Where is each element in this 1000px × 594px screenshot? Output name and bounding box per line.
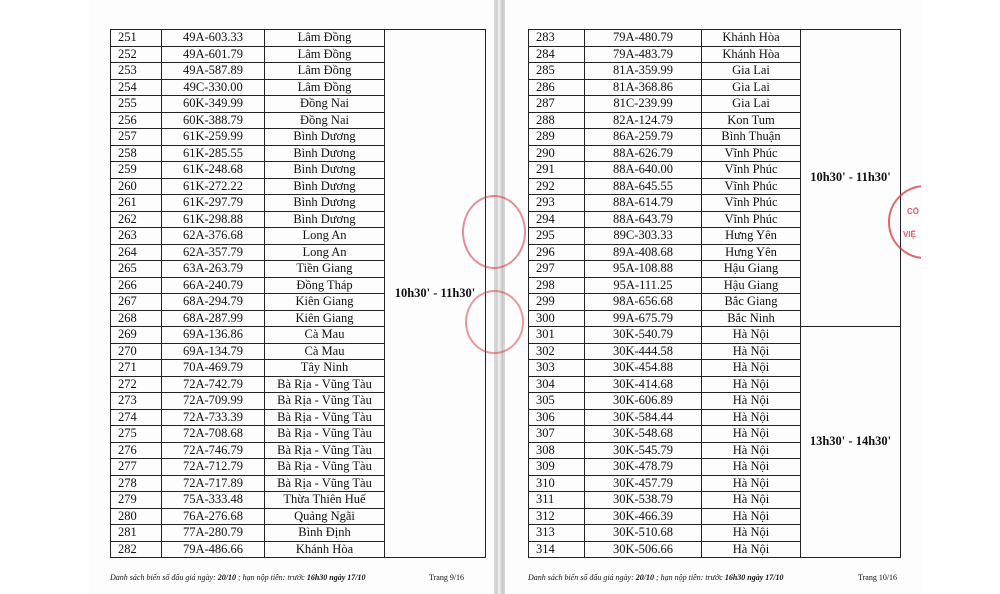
row-number: 306 [529, 409, 585, 426]
table-row [529, 30, 901, 47]
province-name: Hưng Yên [702, 244, 801, 261]
plate-number: 98A-656.68 [585, 294, 702, 311]
plate-number: 70A-469.79 [162, 360, 265, 377]
row-number: 291 [529, 162, 585, 179]
plate-number: 30K-540.79 [585, 327, 702, 344]
row-number: 282 [111, 541, 162, 558]
province-name: Bà Rịa - Vũng Tàu [265, 393, 385, 410]
red-seal-stamp-partial [462, 195, 526, 269]
footer-deadline-time: 16h30 [724, 573, 746, 582]
province-name: Khánh Hòa [702, 46, 801, 63]
plate-number: 79A-480.79 [585, 30, 702, 47]
province-name: Đồng Nai [265, 112, 385, 129]
province-name: Gia Lai [702, 96, 801, 113]
plate-number: 30K-478.79 [585, 459, 702, 476]
province-name: Hà Nội [702, 442, 801, 459]
row-number: 310 [529, 475, 585, 492]
province-name: Bình Thuận [702, 129, 801, 146]
row-number: 261 [111, 195, 162, 212]
province-name: Hà Nội [702, 327, 801, 344]
province-name: Long An [265, 244, 385, 261]
plate-number: 88A-614.79 [585, 195, 702, 212]
province-name: Bà Rịa - Vũng Tàu [265, 409, 385, 426]
plate-number: 68A-294.79 [162, 294, 265, 311]
province-name: Hà Nội [702, 541, 801, 558]
footer-deadline-day: ngày 17/10 [745, 573, 784, 582]
red-seal-stamp-partial [465, 290, 524, 354]
time-slot-cell: 13h30' - 14h30' [801, 327, 901, 558]
province-name: Thừa Thiên Huế [265, 492, 385, 509]
province-name: Vĩnh Phúc [702, 195, 801, 212]
plate-number: 49A-587.89 [162, 63, 265, 80]
province-name: Long An [265, 228, 385, 245]
plate-number: 68A-287.99 [162, 310, 265, 327]
row-number: 270 [111, 343, 162, 360]
plate-number: 49C-330.00 [162, 79, 265, 96]
province-name: Vĩnh Phúc [702, 162, 801, 179]
province-name: Bình Dương [265, 178, 385, 195]
row-number: 305 [529, 393, 585, 410]
plate-number: 72A-742.79 [162, 376, 265, 393]
plate-number: 81C-239.99 [585, 96, 702, 113]
province-name: Hà Nội [702, 492, 801, 509]
row-number: 272 [111, 376, 162, 393]
plate-number: 62A-376.68 [162, 228, 265, 245]
province-name: Hà Nội [702, 475, 801, 492]
row-number: 259 [111, 162, 162, 179]
row-number: 285 [529, 63, 585, 80]
row-number: 309 [529, 459, 585, 476]
row-number: 283 [529, 30, 585, 47]
footer-note [528, 573, 784, 582]
row-number: 313 [529, 525, 585, 542]
row-number: 273 [111, 393, 162, 410]
plate-number: 60K-388.79 [162, 112, 265, 129]
page-number: Trang 10/16 [858, 573, 898, 582]
plate-number: 72A-712.79 [162, 459, 265, 476]
time-slot-cell: 10h30' - 11h30' [801, 30, 901, 327]
province-name: Bắc Ninh [702, 310, 801, 327]
province-name: Cà Mau [265, 327, 385, 344]
footer-prefix: Danh sách biển số đấu giá ngày: [110, 573, 218, 582]
province-name: Lâm Đồng [265, 30, 385, 47]
province-name: Tiền Giang [265, 261, 385, 278]
footer-prefix: Danh sách biển số đấu giá ngày: [528, 573, 636, 582]
row-number: 304 [529, 376, 585, 393]
row-number: 287 [529, 96, 585, 113]
province-name: Hà Nội [702, 426, 801, 443]
table-row [529, 327, 901, 344]
province-name: Bà Rịa - Vũng Tàu [265, 459, 385, 476]
plate-number: 88A-645.55 [585, 178, 702, 195]
province-name: Hà Nội [702, 376, 801, 393]
table-row [111, 30, 486, 47]
province-name: Đồng Tháp [265, 277, 385, 294]
row-number: 269 [111, 327, 162, 344]
row-number: 290 [529, 145, 585, 162]
row-number: 265 [111, 261, 162, 278]
row-number: 271 [111, 360, 162, 377]
plate-number: 30K-466.39 [585, 508, 702, 525]
province-name: Lâm Đồng [265, 63, 385, 80]
province-name: Kiên Giang [265, 310, 385, 327]
left-page [90, 0, 496, 594]
province-name: Hưng Yên [702, 228, 801, 245]
province-name: Hậu Giang [702, 277, 801, 294]
row-number: 289 [529, 129, 585, 146]
province-name: Đồng Nai [265, 96, 385, 113]
plate-number: 63A-263.79 [162, 261, 265, 278]
plate-number: 49A-601.79 [162, 46, 265, 63]
plate-number: 62A-357.79 [162, 244, 265, 261]
plate-number: 72A-746.79 [162, 442, 265, 459]
row-number: 253 [111, 63, 162, 80]
plate-number: 30K-548.68 [585, 426, 702, 443]
row-number: 275 [111, 426, 162, 443]
row-number: 252 [111, 46, 162, 63]
right-page [503, 0, 921, 594]
province-name: Hậu Giang [702, 261, 801, 278]
plate-number: 61K-259.99 [162, 129, 265, 146]
row-number: 284 [529, 46, 585, 63]
province-name: Bình Định [265, 525, 385, 542]
province-name: Khánh Hòa [702, 30, 801, 47]
province-name: Cà Mau [265, 343, 385, 360]
row-number: 276 [111, 442, 162, 459]
plate-number: 72A-708.68 [162, 426, 265, 443]
province-name: Vĩnh Phúc [702, 211, 801, 228]
row-number: 311 [529, 492, 585, 509]
plate-number: 81A-368.86 [585, 79, 702, 96]
plate-list-table-left [110, 29, 486, 558]
row-number: 257 [111, 129, 162, 146]
plate-number: 30K-506.66 [585, 541, 702, 558]
row-number: 293 [529, 195, 585, 212]
province-name: Bà Rịa - Vũng Tàu [265, 426, 385, 443]
plate-number: 30K-584.44 [585, 409, 702, 426]
row-number: 267 [111, 294, 162, 311]
plate-number: 61K-272.22 [162, 178, 265, 195]
plate-number: 77A-280.79 [162, 525, 265, 542]
province-name: Khánh Hòa [265, 541, 385, 558]
plate-number: 75A-333.48 [162, 492, 265, 509]
row-number: 251 [111, 30, 162, 47]
plate-number: 95A-111.25 [585, 277, 702, 294]
province-name: Lâm Đồng [265, 46, 385, 63]
plate-number: 49A-603.33 [162, 30, 265, 47]
plate-number: 30K-510.68 [585, 525, 702, 542]
plate-number: 72A-709.99 [162, 393, 265, 410]
row-number: 295 [529, 228, 585, 245]
row-number: 280 [111, 508, 162, 525]
province-name: Bắc Giang [702, 294, 801, 311]
province-name: Gia Lai [702, 79, 801, 96]
plate-number: 61K-248.68 [162, 162, 265, 179]
province-name: Hà Nội [702, 343, 801, 360]
row-number: 263 [111, 228, 162, 245]
province-name: Bà Rịa - Vũng Tàu [265, 475, 385, 492]
plate-list-table-right [528, 29, 901, 558]
row-number: 312 [529, 508, 585, 525]
row-number: 258 [111, 145, 162, 162]
footer-auction-date: 20/10 [217, 573, 236, 582]
plate-number: 30K-414.68 [585, 376, 702, 393]
page-number: Trang 9/16 [429, 573, 465, 582]
province-name: Kon Tum [702, 112, 801, 129]
row-number: 292 [529, 178, 585, 195]
plate-number: 89C-303.33 [585, 228, 702, 245]
row-number: 268 [111, 310, 162, 327]
plate-number: 60K-349.99 [162, 96, 265, 113]
row-number: 288 [529, 112, 585, 129]
province-name: Kiên Giang [265, 294, 385, 311]
province-name: Hà Nội [702, 360, 801, 377]
row-number: 297 [529, 261, 585, 278]
plate-number: 30K-444.58 [585, 343, 702, 360]
row-number: 264 [111, 244, 162, 261]
plate-number: 72A-733.39 [162, 409, 265, 426]
seal-text-fragment: VIỆ [903, 230, 916, 239]
row-number: 279 [111, 492, 162, 509]
plate-number: 61K-297.79 [162, 195, 265, 212]
plate-number: 82A-124.79 [585, 112, 702, 129]
row-number: 299 [529, 294, 585, 311]
province-name: Hà Nội [702, 459, 801, 476]
row-number: 296 [529, 244, 585, 261]
time-slot-cell: 10h30' - 11h30' [385, 30, 486, 558]
row-number: 286 [529, 79, 585, 96]
row-number: 302 [529, 343, 585, 360]
plate-number: 88A-643.79 [585, 211, 702, 228]
plate-number: 30K-454.88 [585, 360, 702, 377]
province-name: Vĩnh Phúc [702, 145, 801, 162]
province-name: Bình Dương [265, 195, 385, 212]
province-name: Lâm Đồng [265, 79, 385, 96]
plate-number: 61K-298.88 [162, 211, 265, 228]
plate-number: 66A-240.79 [162, 277, 265, 294]
province-name: Tây Ninh [265, 360, 385, 377]
province-name: Bình Dương [265, 129, 385, 146]
footer-mid: ; hạn nộp tiền: trước [236, 573, 307, 582]
row-number: 314 [529, 541, 585, 558]
row-number: 300 [529, 310, 585, 327]
province-name: Hà Nội [702, 508, 801, 525]
row-number: 307 [529, 426, 585, 443]
footer-deadline-time: 16h30 [306, 573, 328, 582]
row-number: 255 [111, 96, 162, 113]
province-name: Quảng Ngãi [265, 508, 385, 525]
row-number: 260 [111, 178, 162, 195]
province-name: Vĩnh Phúc [702, 178, 801, 195]
plate-number: 86A-259.79 [585, 129, 702, 146]
plate-number: 89A-408.68 [585, 244, 702, 261]
row-number: 274 [111, 409, 162, 426]
province-name: Hà Nội [702, 409, 801, 426]
row-number: 281 [111, 525, 162, 542]
province-name: Gia Lai [702, 63, 801, 80]
plate-number: 79A-486.66 [162, 541, 265, 558]
province-name: Bình Dương [265, 145, 385, 162]
row-number: 277 [111, 459, 162, 476]
province-name: Bình Dương [265, 211, 385, 228]
plate-number: 30K-606.89 [585, 393, 702, 410]
footer-note [110, 573, 366, 582]
row-number: 294 [529, 211, 585, 228]
plate-number: 30K-457.79 [585, 475, 702, 492]
province-name: Bà Rịa - Vũng Tàu [265, 376, 385, 393]
plate-number: 69A-136.86 [162, 327, 265, 344]
plate-number: 69A-134.79 [162, 343, 265, 360]
province-name: Hà Nội [702, 525, 801, 542]
row-number: 256 [111, 112, 162, 129]
province-name: Bình Dương [265, 162, 385, 179]
province-name: Bà Rịa - Vũng Tàu [265, 442, 385, 459]
plate-number: 99A-675.79 [585, 310, 702, 327]
province-name: Hà Nội [702, 393, 801, 410]
plate-number: 30K-538.79 [585, 492, 702, 509]
plate-number: 30K-545.79 [585, 442, 702, 459]
row-number: 262 [111, 211, 162, 228]
row-number: 308 [529, 442, 585, 459]
row-number: 254 [111, 79, 162, 96]
plate-number: 76A-276.68 [162, 508, 265, 525]
row-number: 303 [529, 360, 585, 377]
plate-number: 88A-640.00 [585, 162, 702, 179]
footer-deadline-day: ngày 17/10 [327, 573, 366, 582]
row-number: 278 [111, 475, 162, 492]
row-number: 266 [111, 277, 162, 294]
plate-number: 61K-285.55 [162, 145, 265, 162]
plate-number: 88A-626.79 [585, 145, 702, 162]
footer-auction-date: 20/10 [635, 573, 654, 582]
row-number: 298 [529, 277, 585, 294]
plate-number: 72A-717.89 [162, 475, 265, 492]
plate-number: 79A-483.79 [585, 46, 702, 63]
footer-mid: ; hạn nộp tiền: trước [654, 573, 725, 582]
plate-number: 95A-108.88 [585, 261, 702, 278]
row-number: 301 [529, 327, 585, 344]
plate-number: 81A-359.99 [585, 63, 702, 80]
seal-text-fragment: CÔ [907, 207, 919, 216]
